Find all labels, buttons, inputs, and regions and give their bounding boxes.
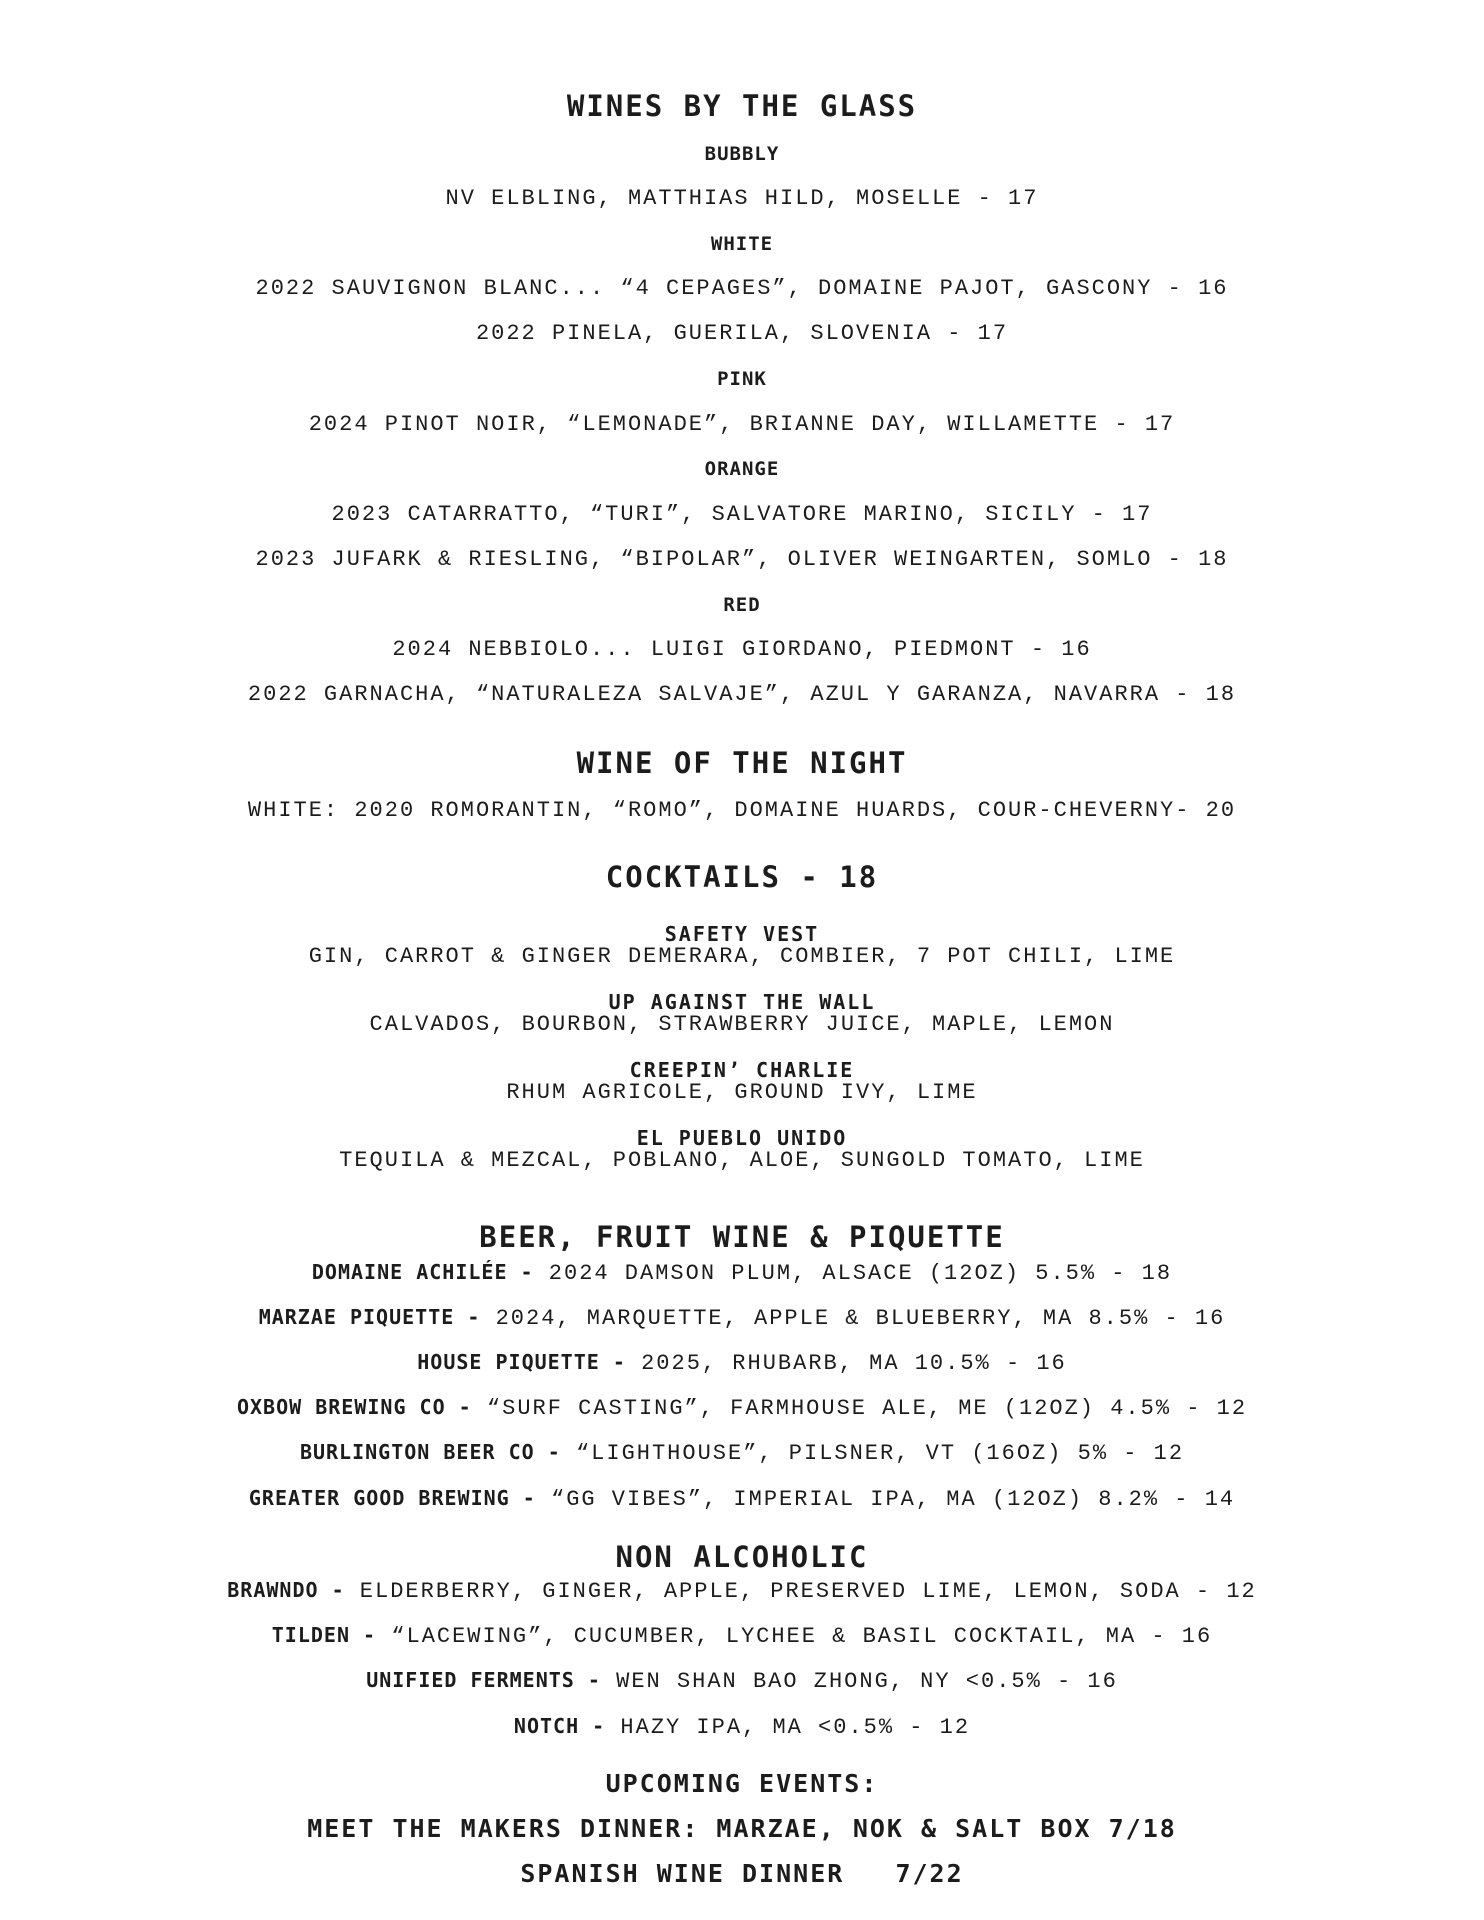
maker-name: HOUSE PIQUETTE - [417,1350,626,1374]
item-description: HAZY IPA, MA <0.5% - 12 [605,1715,971,1740]
item-description: “GG VIBES”, IMPERIAL IPA, MA (12OZ) 8.2% - 14 [535,1487,1236,1512]
item-description: “LIGHTHOUSE”, PILSNER, VT (16OZ) 5% - 12 [560,1441,1185,1466]
cocktail-name: UP AGAINST THE WALL [608,990,876,1014]
maker-name: UNIFIED FERMENTS - [366,1668,601,1692]
wine-item: 2024 NEBBIOLO... LUIGI GIORDANO, PIEDMONT - 16 [392,637,1092,662]
item-description: “SURF CASTING”, FARMHOUSE ALE, ME (12OZ) 4.5% - 12 [471,1396,1248,1421]
wine-of-night-title: WINE OF THE NIGHT [576,746,908,780]
orange-heading: ORANGE [704,458,780,480]
wine-item: 2023 CATARRATTO, “TURI”, SALVATORE MARINO, SICILY - 17 [331,502,1153,527]
cocktail-ingredients: RHUM AGRICOLE, GROUND IVY, LIME [506,1080,978,1105]
maker-name: BRAWNDO - [227,1578,345,1602]
wine-of-night-item: WHITE: 2020 ROMORANTIN, “ROMO”, DOMAINE HUARDS, COUR-CHEVERNY- 20 [247,798,1237,823]
red-heading: RED [723,594,761,616]
events-title: UPCOMING EVENTS: [605,1769,879,1798]
wine-item: 2024 PINOT NOIR, “LEMONADE”, BRIANNE DAY, WILLAMETTE - 17 [308,412,1176,437]
beer-item [0,1488,1484,1511]
maker-name: TILDEN - [271,1623,377,1647]
wines-by-glass-title: WINES BY THE GLASS [566,89,918,123]
maker-name: DOMAINE ACHILÉE - [311,1260,534,1284]
na-item [0,1716,1484,1739]
na-item [0,1670,1484,1693]
item-description: 2024, MARQUETTE, APPLE & BLUEBERRY, MA 8.5% - 16 [480,1306,1226,1331]
cocktail-name: CREEPIN’ CHARLIE [629,1058,855,1082]
maker-name: NOTCH - [513,1714,606,1738]
wine-item: 2022 SAUVIGNON BLANC... “4 CEPAGES”, DOMAINE PAJOT, GASCONY - 16 [255,276,1229,301]
wine-item: 2022 PINELA, GUERILA, SLOVENIA - 17 [475,321,1009,346]
cocktail-name: EL PUEBLO UNIDO [636,1126,848,1150]
cocktails-title: COCKTAILS - 18 [605,860,879,894]
item-description: “LACEWING”, CUCUMBER, LYCHEE & BASIL COCKTAIL, MA - 16 [376,1624,1213,1649]
maker-name: OXBOW BREWING CO - [236,1395,472,1419]
cocktail-ingredients: GIN, CARROT & GINGER DEMERARA, COMBIER, 7 POT CHILI, LIME [308,944,1176,969]
maker-name: BURLINGTON BEER CO - [299,1440,561,1464]
beer-item [0,1262,1484,1285]
white-heading: WHITE [710,233,774,255]
beer-title: BEER, FRUIT WINE & PIQUETTE [479,1220,1005,1254]
cocktail-ingredients: TEQUILA & MEZCAL, POBLANO, ALOE, SUNGOLD TOMATO, LIME [339,1148,1145,1173]
wine-item: 2022 GARNACHA, “NATURALEZA SALVAJE”, AZUL Y GARANZA, NAVARRA - 18 [247,682,1237,707]
na-item [0,1625,1484,1648]
maker-name: MARZAE PIQUETTE - [258,1305,481,1329]
maker-name: GREATER GOOD BREWING - [248,1486,536,1510]
event-item: SPANISH WINE DINNER 7/22 [520,1859,964,1888]
bubbly-heading: BUBBLY [704,143,780,165]
beer-item [0,1307,1484,1330]
cocktail-ingredients: CALVADOS, BOURBON, STRAWBERRY JUICE, MAPLE, LEMON [369,1012,1115,1037]
wine-item: 2023 JUFARK & RIESLING, “BIPOLAR”, OLIVER WEINGARTEN, SOMLO - 18 [255,547,1229,572]
pink-heading: PINK [717,368,767,390]
item-description: WEN SHAN BAO ZHONG, NY <0.5% - 16 [600,1669,1118,1694]
non-alcoholic-title: NON ALCOHOLIC [615,1540,869,1574]
item-description: 2024 DAMSON PLUM, ALSACE (12OZ) 5.5% - 18 [533,1261,1173,1286]
beer-item [0,1442,1484,1465]
item-description: ELDERBERRY, GINGER, APPLE, PRESERVED LIME, LEMON, SODA - 12 [344,1579,1257,1604]
cocktail-name: SAFETY VEST [664,922,820,946]
item-description: 2025, RHUBARB, MA 10.5% - 16 [625,1351,1067,1376]
na-item [0,1580,1484,1603]
wine-item: NV ELBLING, MATTHIAS HILD, MOSELLE - 17 [445,186,1039,211]
beer-item [0,1352,1484,1375]
beer-item [0,1397,1484,1420]
event-item: MEET THE MAKERS DINNER: MARZAE, NOK & SALT BOX 7/18 [307,1814,1177,1843]
